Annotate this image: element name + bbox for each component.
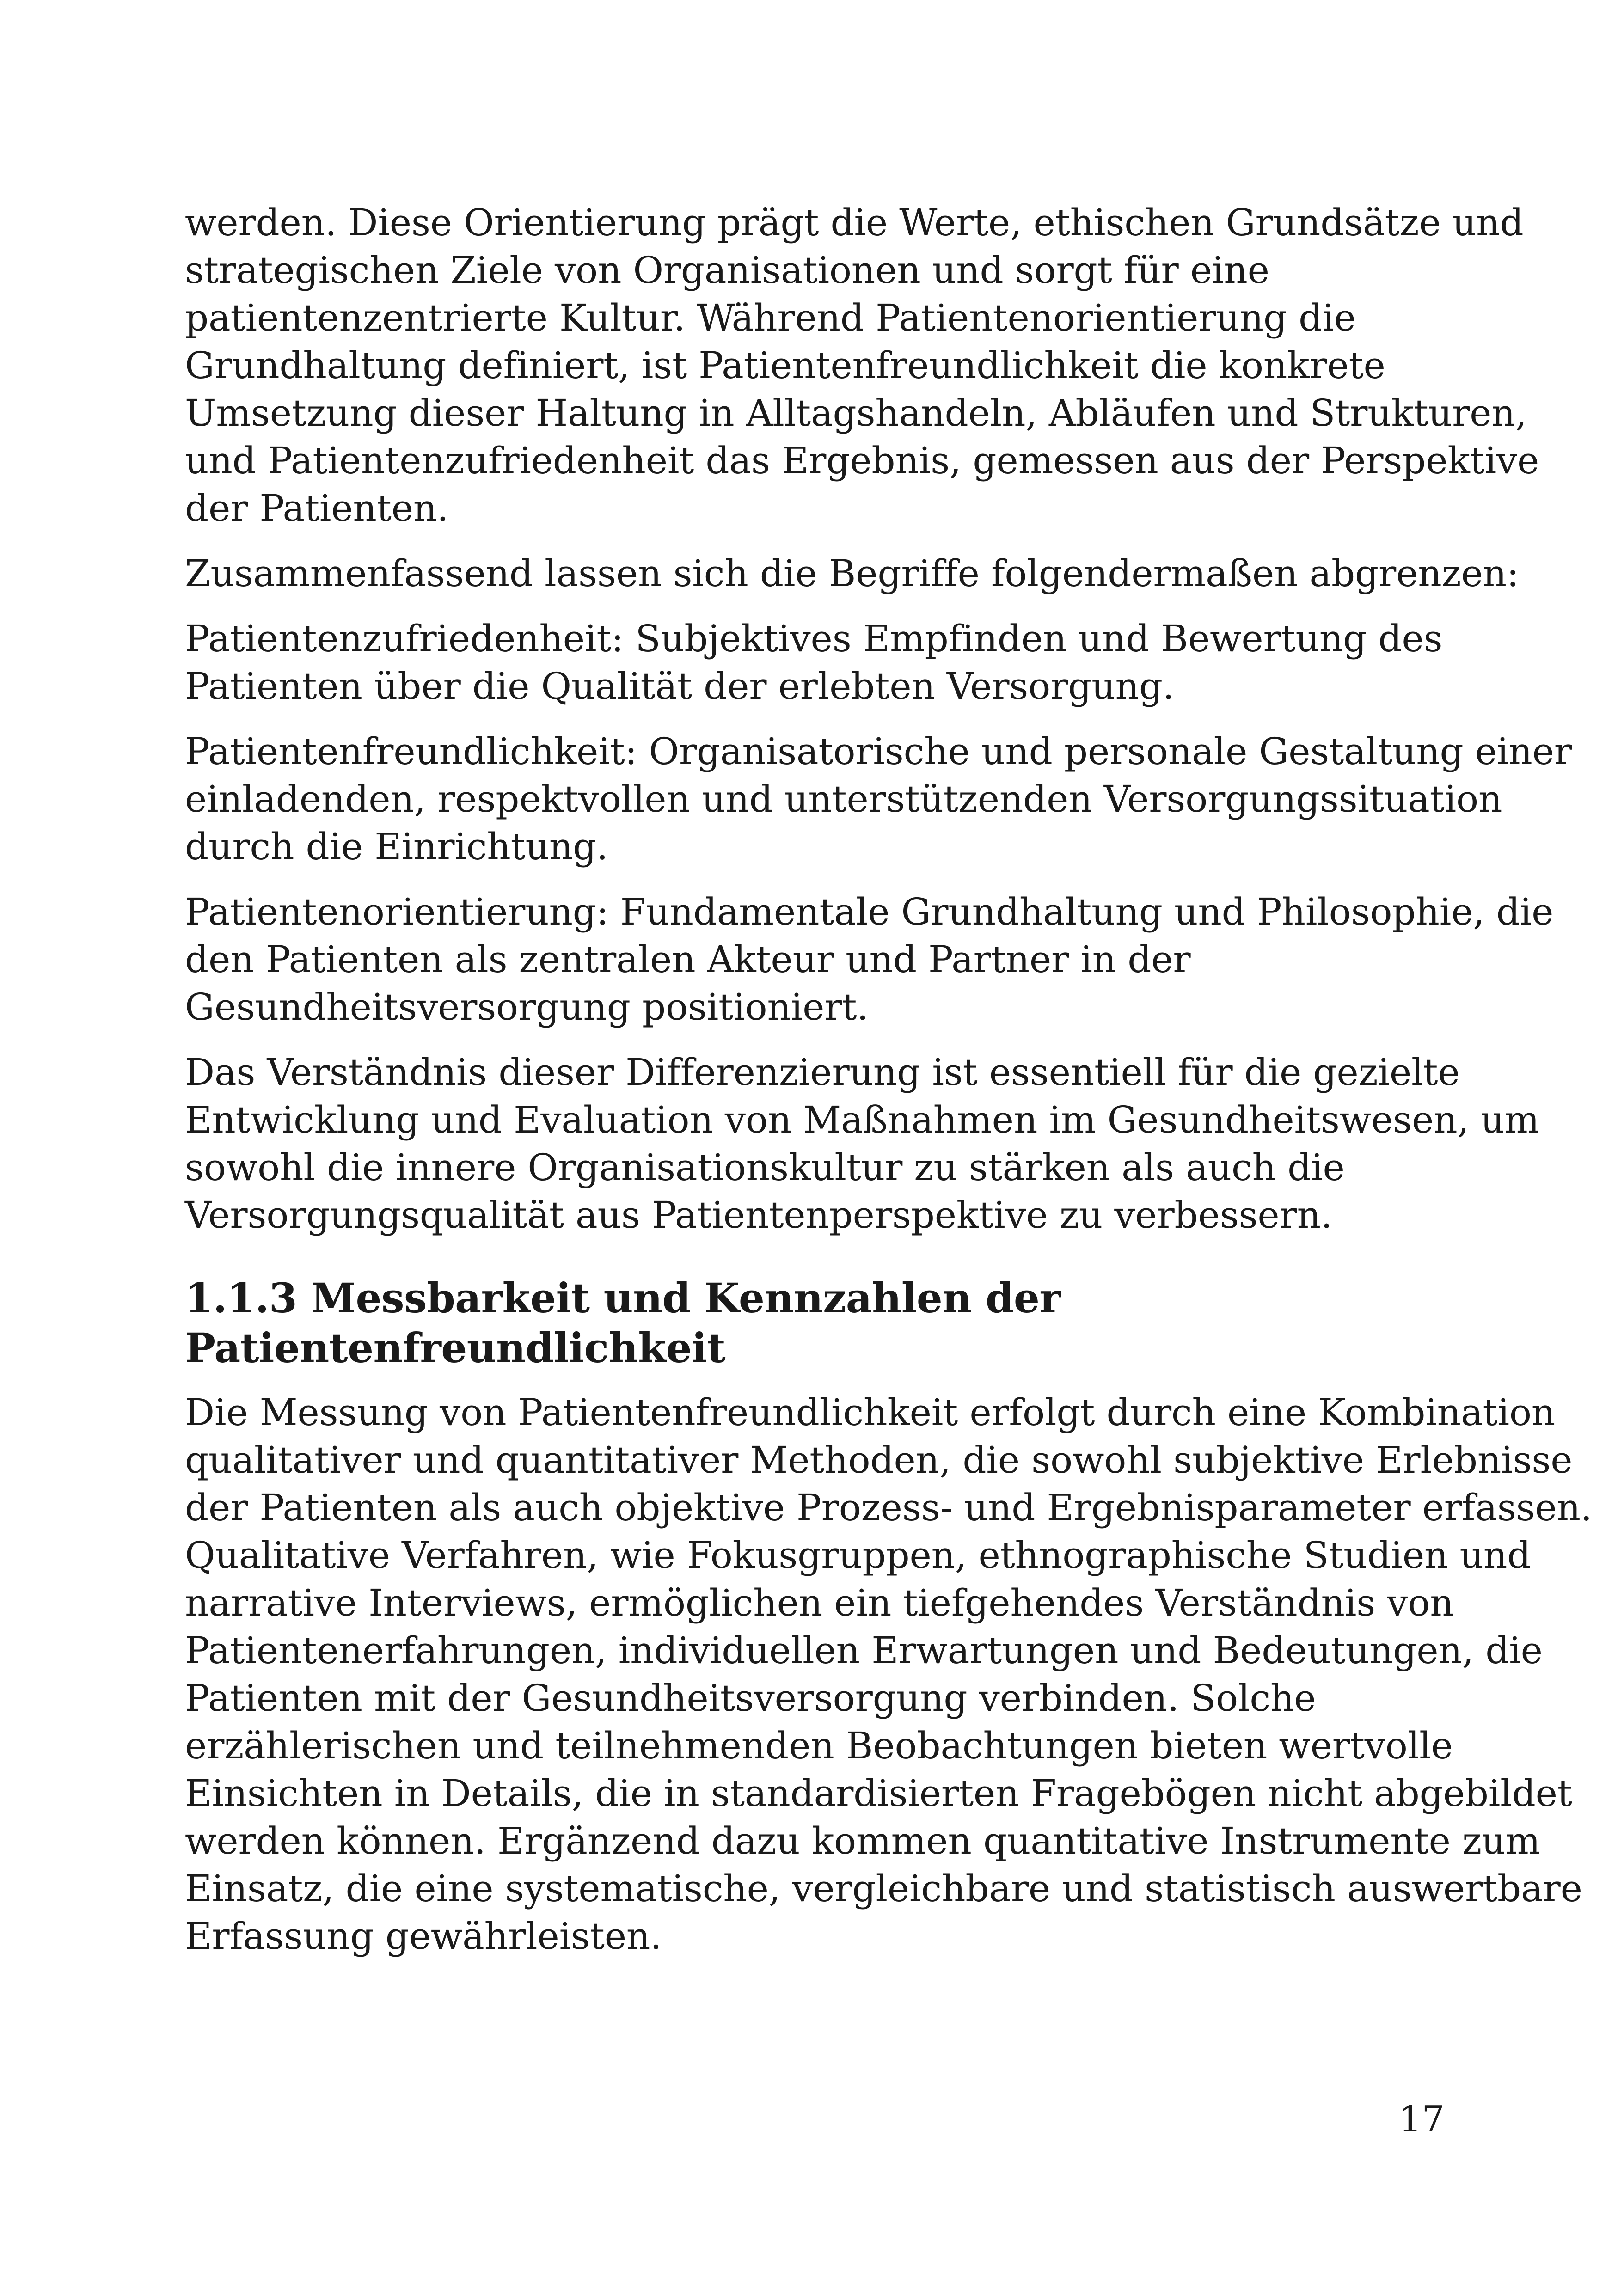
paragraph-definition-zufriedenheit [185, 615, 1442, 710]
text-line: Patienten über die Qualität der erlebten Versorgung. [185, 665, 1175, 708]
text-line: werden können. Ergänzend dazu kommen quantitative Instrumente zum [185, 1819, 1540, 1862]
text-line: Patientenorientierung: Fundamentale Grundhaltung und Philosophie, die [185, 890, 1554, 933]
text-line: Patientenfreundlichkeit: Organisatorische und personale Gestaltung einer [185, 730, 1572, 773]
heading-line: 1.1.3 Messbarkeit und Kennzahlen der [185, 1274, 1061, 1322]
text-line: Das Verständnis dieser Differenzierung ist essentiell für die gezielte [185, 1051, 1460, 1094]
text-line: Die Messung von Patientenfreundlichkeit erfolgt durch eine Kombination [185, 1391, 1556, 1434]
text-line: durch die Einrichtung. [185, 825, 608, 868]
text-line: Grundhaltung definiert, ist Patientenfreundlichkeit die konkrete [185, 344, 1385, 387]
text-line: der Patienten. [185, 487, 449, 530]
text-column [185, 199, 1593, 1978]
section-heading [185, 1273, 1442, 1373]
text-line: Zusammenfassend lassen sich die Begriffe folgendermaßen abgrenzen: [185, 552, 1519, 595]
text-line: Versorgungsqualität aus Patientenperspektive zu verbessern. [185, 1194, 1333, 1237]
text-line: strategischen Ziele von Organisationen und sorgt für eine [185, 249, 1269, 292]
text-line: Gesundheitsversorgung positioniert. [185, 986, 869, 1029]
text-line: Qualitative Verfahren, wie Fokusgruppen, ethnographische Studien und [185, 1534, 1531, 1577]
text-line: erzählerischen und teilnehmenden Beobachtungen bieten wertvolle [185, 1724, 1453, 1767]
text-line: einladenden, respektvollen und unterstützenden Versorgungssituation [185, 778, 1502, 820]
text-line: den Patienten als zentralen Akteur und Partner in der [185, 938, 1191, 981]
text-line: sowohl die innere Organisationskultur zu stärken als auch die [185, 1146, 1345, 1189]
paragraph-intro-definitions [185, 550, 1519, 597]
text-line: Patientenerfahrungen, individuellen Erwartungen und Bedeutungen, die [185, 1629, 1543, 1672]
text-line: werden. Diese Orientierung prägt die Werte, ethischen Grundsätze und [185, 201, 1524, 244]
text-line: narrative Interviews, ermöglichen ein tiefgehendes Verständnis von [185, 1581, 1454, 1624]
paragraph-orientation-summary [185, 199, 1539, 532]
text-line: Umsetzung dieser Haltung in Alltagshandeln, Abläufen und Strukturen, [185, 392, 1527, 435]
paragraph-definition-orientierung [185, 888, 1554, 1031]
paragraph-definition-freundlichkeit [185, 728, 1572, 870]
paragraph-differentiation [185, 1048, 1539, 1239]
heading-line: Patientenfreundlichkeit [185, 1324, 726, 1372]
text-line: der Patienten als auch objektive Prozess- und Ergebnisparameter erfassen. [185, 1486, 1593, 1529]
text-line: Einsatz, die eine systematische, vergleichbare und statistisch auswertbare [185, 1867, 1582, 1910]
text-line: Entwicklung und Evaluation von Maßnahmen im Gesundheitswesen, um [185, 1098, 1539, 1141]
text-line: patientenzentrierte Kultur. Während Patientenorientierung die [185, 296, 1356, 339]
text-line: Einsichten in Details, die in standardisierten Fragebögen nicht abgebildet [185, 1772, 1572, 1815]
paragraph-measurement [185, 1389, 1593, 1960]
text-line: und Patientenzufriedenheit das Ergebnis, gemessen aus der Perspektive [185, 439, 1539, 482]
text-line: Erfassung gewährleisten. [185, 1915, 662, 1958]
text-line: qualitativer und quantitativer Methoden, die sowohl subjektive Erlebnisse [185, 1439, 1573, 1482]
text-line: Patientenzufriedenheit: Subjektives Empfinden und Bewertung des [185, 617, 1443, 660]
page-number: 17 [1398, 2099, 1445, 2140]
text-line: Patienten mit der Gesundheitsversorgung verbinden. Solche [185, 1677, 1316, 1720]
